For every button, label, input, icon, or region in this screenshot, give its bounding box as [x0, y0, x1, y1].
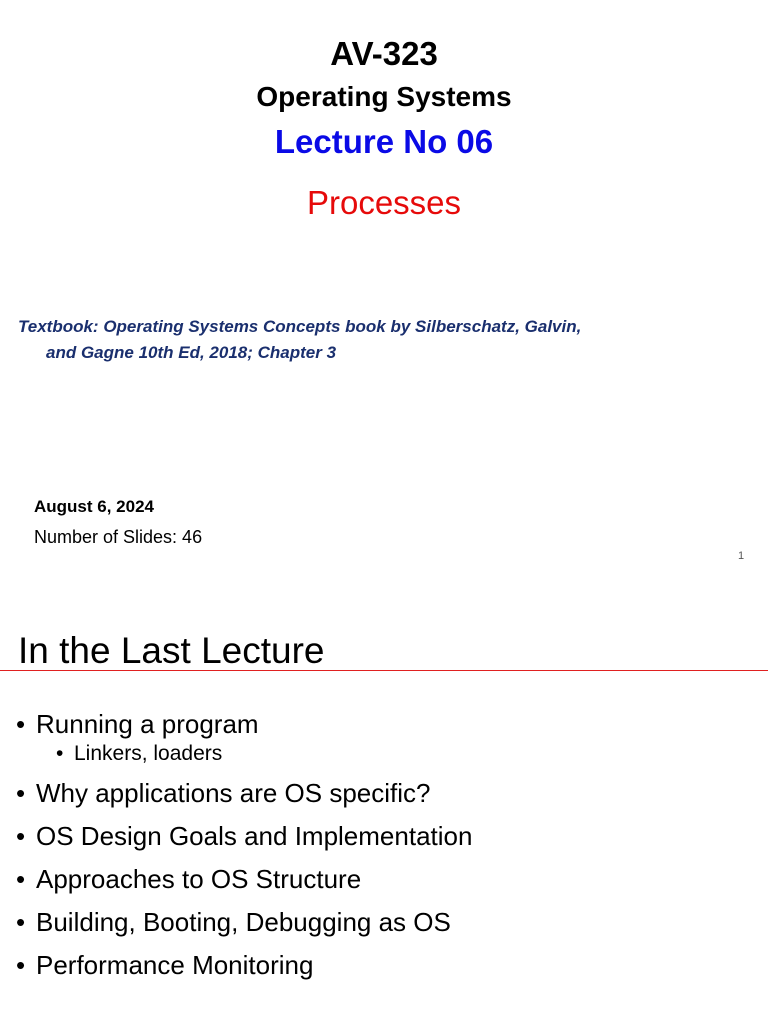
sub-bullet-item: [16, 741, 472, 767]
lecture-number: Lecture No 06: [274, 123, 494, 160]
bullet-text: Why applications are OS specific?: [36, 778, 431, 808]
bullet-list: [16, 709, 472, 993]
bullet-item: [16, 821, 472, 851]
bullet-item: [16, 950, 472, 980]
bullet-text: Approaches to OS Structure: [36, 864, 362, 894]
bullet-text: Linkers, loaders: [74, 742, 223, 765]
slide-count: Number of Slides: 46: [34, 527, 203, 547]
course-title: Operating Systems: [256, 81, 512, 112]
bullet-icon: •: [16, 778, 26, 808]
textbook-reference: [18, 314, 748, 366]
bullet-icon: •: [56, 742, 64, 765]
bullet-icon: •: [16, 709, 26, 739]
title-divider: [0, 670, 768, 671]
lecture-topic: Processes: [306, 184, 462, 221]
bullet-item: [16, 778, 472, 808]
bullet-text: Building, Booting, Debugging as OS: [36, 907, 451, 937]
bullet-item: [16, 864, 472, 894]
textbook-line-2: and Gagne 10th Ed, 2018; Chapter 3: [46, 343, 337, 362]
bullet-icon: •: [16, 821, 26, 851]
bullet-text: OS Design Goals and Implementation: [36, 821, 473, 851]
lecture-date: August 6, 2024: [34, 497, 154, 516]
bullet-item: [16, 709, 472, 739]
textbook-line-1: Textbook: Operating Systems Concepts book by Silberschatz, Galvin,: [18, 317, 582, 336]
bullet-text: Running a program: [36, 709, 259, 739]
bullet-icon: •: [16, 864, 26, 894]
bullet-icon: •: [16, 907, 26, 937]
bullet-item: [16, 907, 472, 937]
bullet-icon: •: [16, 950, 26, 980]
bullet-text: Performance Monitoring: [36, 950, 314, 980]
course-code: AV-323: [330, 35, 438, 72]
slide-title: In the Last Lecture: [18, 630, 325, 671]
recap-slide: [0, 576, 768, 1024]
page-number: 1: [738, 550, 745, 562]
